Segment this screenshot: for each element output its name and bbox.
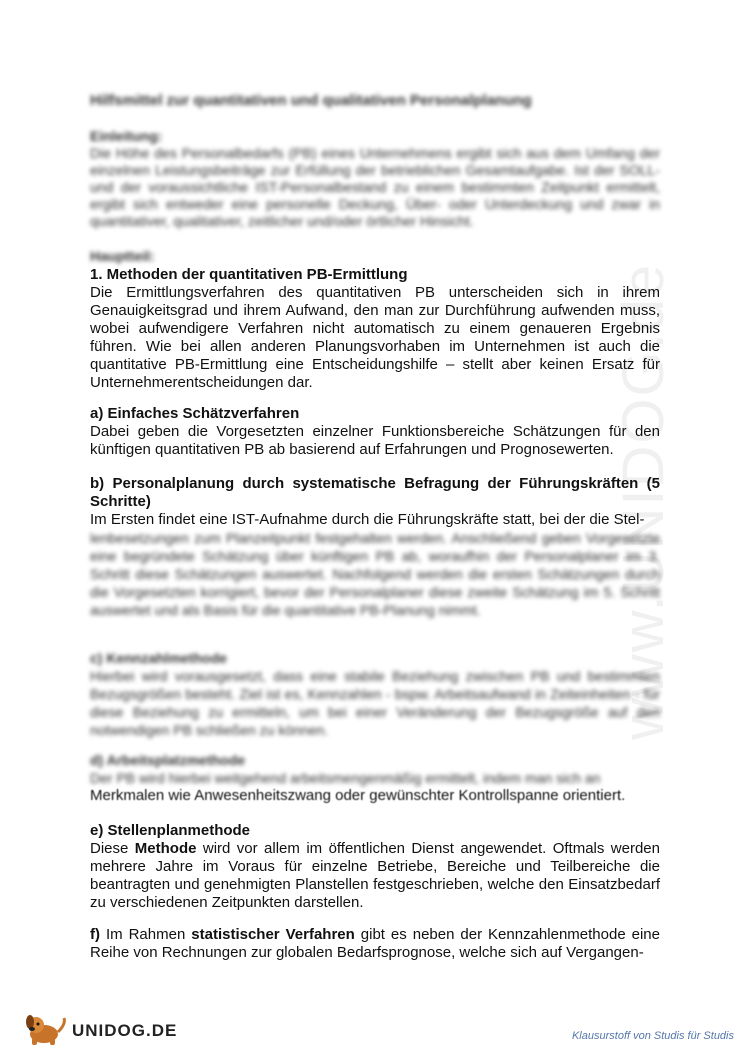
section-b-text-blurred: lenbesetzungen zum Planzeitpunkt festgehalten werden. Anschließend geben Vorgesetzte eine begründete Schätzung über künftigen PB ab, woraufhin der Personalplaner im 3. Schritt diese Schätzungen auswertet. Nachfolgend werden die ersten Schätzungen durch die Vorgesetzten korrigiert, bevor der Personalplaner diese zweite Schätzung im 5. Schritt auswertet und als Basis für die quantitative PB-Planung nimmt. bbox=[90, 530, 660, 618]
section-a-heading: a) Einfaches Schätzverfahren bbox=[90, 405, 300, 422]
section1-text: Die Ermittlungsverfahren des quantitativen PB unterscheiden sich in ihrem Genauigkeitsgrad und ihrem Aufwand, den man zur Durchführung aufwenden muss, wobei aufwendigere Verfahren nicht automatisch zu einem genaueren Ergebnis führen. Wie bei allen anderen Planungsvorhaben im Unternehmen ist auch die quantitative PB-Ermittlung eine Entscheidungshilfe – stellt aber keinen Ersatz für Unternehmerentscheidungen dar. bbox=[90, 284, 660, 391]
section-b-text-visible: Im Ersten findet eine IST-Aufnahme durch die Führungskräfte statt, bei der die Stel- bbox=[90, 511, 645, 528]
section-b-heading: b) Personalplanung durch systematische Befragung der Führungskräften (5 Schritte) bbox=[90, 475, 660, 510]
section-a-text: Dabei geben die Vorgesetzten einzelner Funktionsbereiche Schätzungen für den künftigen quantitativen PB ab basierend auf Erfahrungen und Prognosewerten. bbox=[90, 423, 660, 458]
section-d-text-visible: Merkmalen wie Anwesenheitszwang oder gewünschter Kontrollspanne orientiert. bbox=[90, 787, 626, 804]
intro-text: Die Höhe des Personalbedarfs (PB) eines Unternehmens ergibt sich aus dem Umfang der einzelnen Leistungsbeiträge zur Erfüllung der betrieblichen Gesamtaufgabe. Ist der SOLL- und der voraussichtliche IST-Personalbestand zu einem bestimmten Zeitpunkt ermittelt, ergibt sich entweder eine personelle Deckung, Über- oder Unterdeckung und zwar in quantitativer, qualitativer, zeitlicher und/oder örtlicher Hinsicht. bbox=[90, 145, 660, 229]
footer-slogan: Klausurstoff von Studis für Studis bbox=[571, 1030, 734, 1042]
watermark: www.UNIDOG.de bbox=[611, 262, 676, 740]
section-c-text: Hierbei wird vorausgesetzt, dass eine stabile Beziehung zwischen PB und bestimmten Bezugsgrößen besteht. Ziel ist es, Kennzahlen - bspw. Arbeitsaufwand in Zeiteinheiten - für diese Beziehung zu ermitteln, um bei einer Veränderung der Bezugsgröße auf den notwendigen PB schließen zu können. bbox=[90, 668, 660, 738]
section-d-heading: d) Arbeitsplatzmethode bbox=[90, 752, 246, 768]
section-e-heading: e) Stellenplanmethode bbox=[90, 822, 251, 839]
unidog-logo: UNIDOG.DE bbox=[22, 1012, 162, 1046]
dog-icon bbox=[22, 1012, 70, 1046]
section-d-text-blurred: Der PB wird hierbei weitgehend arbeitsmengenmäßig ermittelt, indem man sich an bbox=[90, 770, 601, 786]
section1-heading: 1. Methoden der quantitativen PB-Ermittlung bbox=[90, 266, 408, 283]
document-title: Hilfsmittel zur quantitativen und qualitativen Personalplanung bbox=[90, 92, 532, 109]
intro-heading: Einleitung: bbox=[90, 128, 163, 144]
section-c-heading: c) Kennzahlmethode bbox=[90, 650, 227, 666]
section-f-text: f) Im Rahmen statistischer Verfahren gibt es neben der Kennzahlenmethode eine Reihe von Rechnungen zur globalen Bedarfsprognose, welche sich auf Vergangen- bbox=[90, 926, 660, 961]
main-heading: Hauptteil: bbox=[90, 248, 155, 264]
section-e-text: Diese Methode wird vor allem im öffentlichen Dienst angewendet. Oftmals werden mehrere Jahre im Voraus für einzelne Betriebe, Bereiche und Teilbereiche die beantragten und genehmigten Planstellen festgeschrieben, welche den Einsatzbedarf zu verschiedenen Zeitpunkten darstellen. bbox=[90, 840, 660, 911]
